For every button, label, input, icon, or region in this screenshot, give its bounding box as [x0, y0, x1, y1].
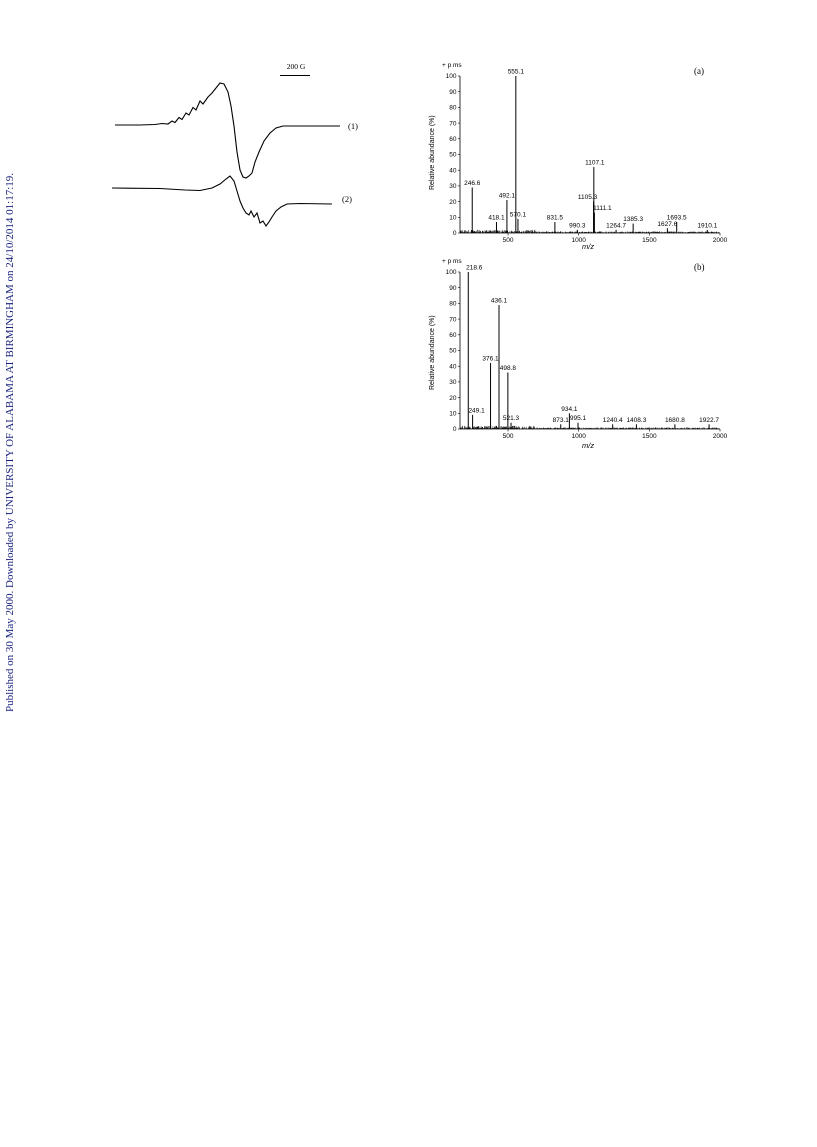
ms-peak-label: 1107.1 — [585, 159, 605, 167]
ms-y-tick-label: 80 — [449, 300, 457, 308]
ms-y-tick-label: 10 — [449, 214, 457, 222]
epr-trace-2-label: (2) — [342, 194, 352, 204]
ms-y-tick-label: 50 — [449, 151, 457, 159]
ms-a-ylabel: Relative abundance (%) — [429, 115, 436, 190]
epr-trace-2 — [112, 176, 332, 226]
ms-peak-label: 1680.8 — [664, 416, 685, 424]
ms-y-tick-label: 40 — [449, 167, 457, 175]
epr-trace-1 — [115, 83, 340, 178]
ms-peak-label: 218.6 — [466, 264, 483, 272]
ms-peak-label: 521.3 — [502, 415, 520, 423]
ms-y-tick-label: 90 — [449, 88, 457, 96]
ms-b-xlabel: m/z — [582, 441, 595, 450]
ms-y-tick-label: 10 — [449, 410, 457, 418]
ms-y-tick-label: 100 — [445, 269, 457, 277]
ms-peak-label: 990.3 — [569, 222, 586, 230]
ms-x-tick-label: 1000 — [571, 237, 586, 244]
ms-peak-label: 249.1 — [468, 407, 485, 415]
ms-x-tick-label: 2000 — [712, 433, 728, 440]
ms-peak-label: 376.1 — [482, 355, 499, 363]
ms-peak-label: 436.1 — [490, 297, 508, 305]
ms-x-tick-label: 500 — [502, 237, 514, 244]
ms-peak-label: 873.1 — [552, 416, 569, 424]
ms-x-tick-label: 500 — [502, 433, 514, 440]
ms-b-plot — [440, 264, 740, 444]
ms-peak-label: 995.1 — [569, 415, 587, 423]
epr-spectra — [100, 70, 360, 240]
ms-peak-label: 1693.5 — [666, 214, 687, 222]
ms-b-header: + p ms — [442, 258, 462, 265]
ms-b-panel-tag: (b) — [694, 262, 705, 272]
ms-y-tick-label: 60 — [449, 136, 457, 143]
ms-y-tick-label: 70 — [449, 316, 457, 324]
ms-a-panel-tag: (a) — [694, 66, 704, 76]
ms-x-tick-label: 1500 — [642, 237, 657, 244]
ms-peak-label: 418.1 — [488, 214, 505, 222]
ms-peak-label: 1385.3 — [623, 216, 644, 224]
ms-peak-label: 492.1 — [498, 192, 516, 200]
ms-peak-label: 1627.6 — [657, 220, 678, 228]
ms-peak-label: 1111.1 — [593, 205, 612, 213]
ms-y-tick-label: 70 — [449, 120, 457, 128]
ms-y-tick-label: 50 — [449, 347, 457, 355]
ms-peak-label: 1264.7 — [606, 222, 627, 230]
ms-peak-label: 934.1 — [561, 405, 578, 413]
ms-y-tick-label: 20 — [449, 394, 457, 402]
ms-y-tick-label: 100 — [445, 73, 457, 81]
ms-peak-label: 1922.7 — [699, 416, 720, 424]
ms-peak-label: 246.6 — [464, 179, 481, 187]
ms-a-header: + p ms — [442, 62, 462, 69]
ms-peak-label: 831.5 — [546, 214, 564, 222]
epr-scale-label: 200 G — [286, 62, 306, 71]
ms-a-xlabel: m/z — [582, 242, 595, 251]
ms-peak-label: 1910.1 — [697, 222, 718, 230]
ms-peak-label: 1408.3 — [626, 416, 647, 424]
ms-b-ylabel: Relative abundance (%) — [429, 315, 436, 390]
ms-y-tick-label: 80 — [449, 104, 457, 112]
ms-y-tick-label: 40 — [449, 363, 457, 371]
ms-y-tick-label: 0 — [452, 426, 457, 434]
ms-y-tick-label: 20 — [449, 198, 457, 206]
ms-peak-label: 498.8 — [499, 364, 517, 372]
ms-noise — [460, 230, 719, 233]
ms-y-tick-label: 90 — [449, 284, 457, 292]
ms-y-tick-label: 30 — [449, 183, 457, 191]
ms-peak-label: 570.1 — [509, 211, 527, 219]
ms-peak-label: 1105.3 — [577, 194, 598, 202]
ms-a-plot — [440, 68, 740, 248]
ms-x-tick-label: 1500 — [642, 433, 657, 440]
ms-y-tick-label: 60 — [449, 332, 457, 339]
epr-trace-1-label: (1) — [348, 121, 358, 131]
ms-y-tick-label: 30 — [449, 379, 457, 387]
provenance-sidebar: Published on 30 May 2000. Downloaded by UNIVERSITY OF ALABAMA AT BIRMINGHAM on 24/10/2014 01:17:19. — [4, 172, 16, 712]
ms-x-tick-label: 1000 — [571, 433, 586, 440]
ms-x-tick-label: 2000 — [712, 237, 728, 244]
ms-peak-label: 555.1 — [507, 68, 524, 76]
ms-peak-label: 1240.4 — [602, 416, 623, 424]
ms-y-tick-label: 0 — [452, 230, 457, 238]
